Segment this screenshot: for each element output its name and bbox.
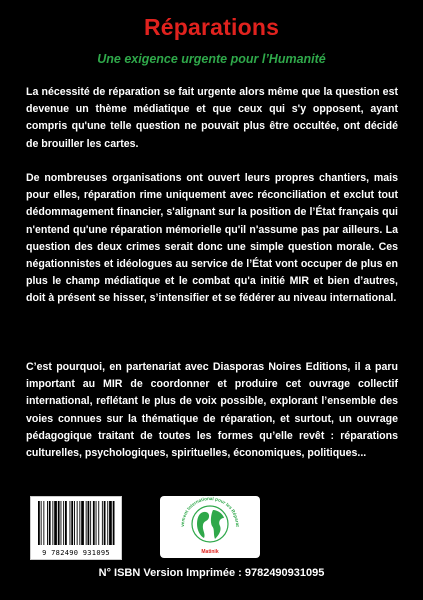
barcode (30, 496, 122, 560)
barcode-bar (88, 501, 90, 545)
barcode-number: 9 782490 931095 (42, 549, 110, 557)
barcode-bar (79, 501, 80, 545)
barcode-bar (93, 501, 95, 545)
barcode-bar (41, 501, 42, 545)
barcode-bar (98, 501, 99, 545)
barcode-bar (70, 501, 71, 545)
logo-arc-text: vement International pour les Réparat (179, 496, 241, 527)
barcode-bar (38, 501, 40, 545)
blurb-paragraph-2: De nombreuses organisations ont ouvert leurs propres chantiers, mais pour elles, réparation rime uniquement avec réconciliation et exclut tout dédommagement financier, s'alignant sur la position de l’État français qui n'entend qu'une réparation mémorielle qu'il n'assume pas par ailleurs. La question des deux crimes serait donc une simple question morale. Ces négationnistes et idéologues au service de l’État vont occuper de plus en plus le champ médiatique et le combat qu'a initié MIR et bien d’autres, doit à présent se hisser, s’intensifier et se fédérer au niveau international. (26, 172, 398, 305)
barcode-bar (107, 501, 108, 545)
barcode-bar (77, 501, 78, 545)
barcode-bar (81, 501, 84, 545)
barcode-bar (54, 501, 57, 545)
barcode-bar (104, 501, 106, 545)
barcode-bar (61, 501, 62, 545)
barcode-bar (102, 501, 103, 545)
isbn-line: N° ISBN Version Imprimée : 9782490931095 (98, 567, 325, 579)
barcode-bar (43, 501, 44, 545)
blurb-paragraph-1: La nécessité de réparation se fait urgente alors même que la question est devenue un thème médiatique et que ceux qui s'y opposent, ayant compris qu'une telle question ne pouvait plus être occultée, ont décidé de brouiller les cartes. (26, 86, 398, 150)
barcode-bar (74, 501, 75, 545)
book-title: Réparations (143, 14, 280, 40)
barcode-bars (36, 501, 116, 545)
barcode-bar (47, 501, 48, 545)
barcode-bar (52, 501, 53, 545)
publisher-logo (160, 496, 260, 558)
barcode-bar (90, 501, 91, 545)
logo-caption: Matinik (201, 549, 219, 555)
barcode-bar (49, 501, 51, 545)
barcode-bar (65, 501, 67, 545)
barcode-bar (109, 501, 112, 545)
barcode-bar (113, 501, 115, 545)
blurb-paragraph-3: C’est pourquoi, en partenariat avec Diasporas Noires Editions, il a paru important au MIR de coordonner et produire cet ouvrage collectif international, reflétant le plus de voix possible, explorant l’ensemble des voies connues sur la thématique de réparation, et surtout, un ouvrage pédagogique traitant de toutes les formes qu’elle revêt : réparations culturelles, psychologiques, spirituelles, économiques, politiques... (26, 361, 398, 460)
barcode-bar (71, 501, 73, 545)
book-subtitle: Une exigence urgente pour l’Humanité (97, 52, 326, 66)
barcode-bar (58, 501, 60, 545)
barcode-bar (96, 501, 97, 545)
barcode-bar (86, 501, 87, 545)
barcode-bar (63, 501, 64, 545)
